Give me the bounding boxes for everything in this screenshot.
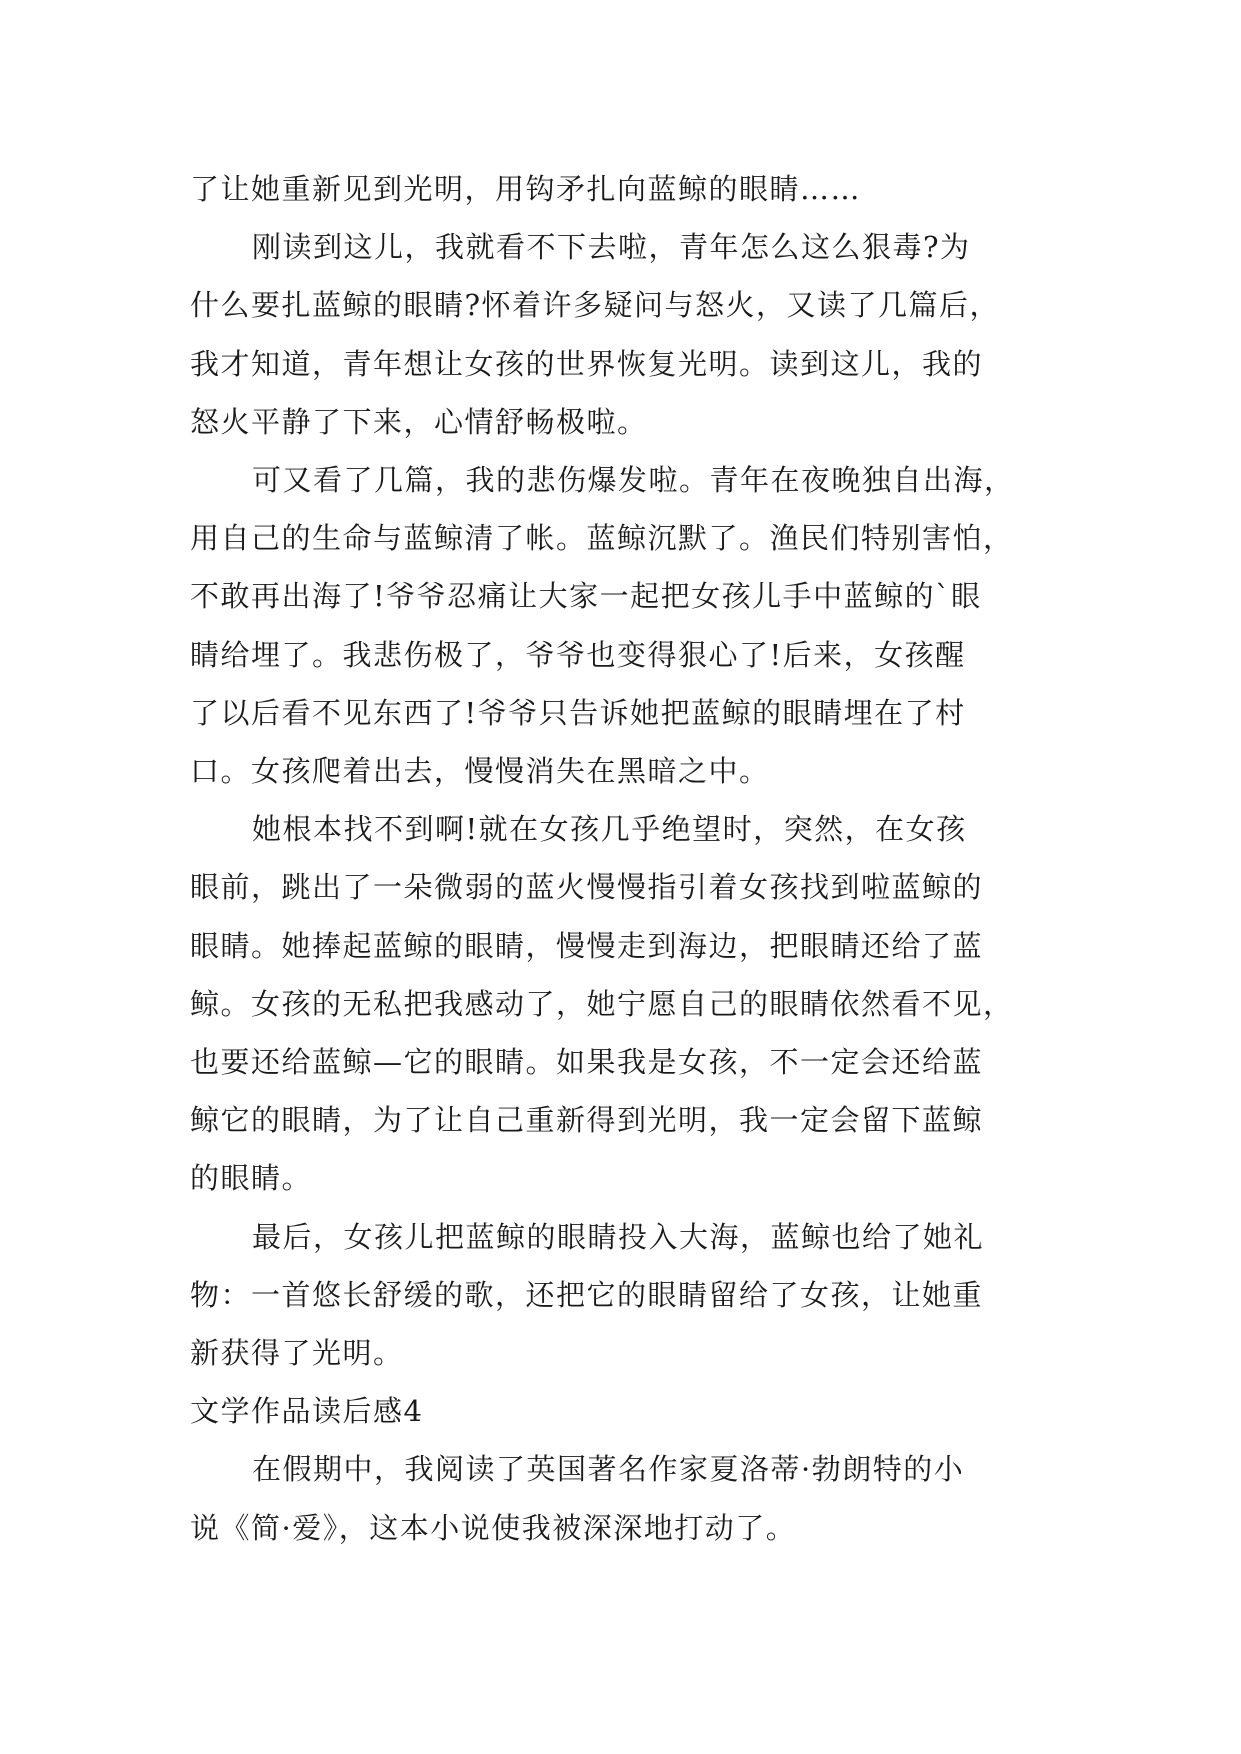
text-line: 了以后看不见东西了!爷爷只告诉她把蓝鲸的眼睛埋在了村 (190, 695, 966, 730)
text-line: 口。女孩爬着出去，慢慢消失在黑暗之中。 (190, 754, 770, 789)
section-heading: 文学作品读后感4 (190, 1394, 424, 1429)
text-line: 什么要扎蓝鲸的眼睛?怀着许多疑问与怒火，又读了几篇后， (190, 288, 1001, 323)
text-line: 刚读到这儿，我就看不下去啦，青年怎么这么狠毒?为 (252, 230, 971, 265)
text-line: 也要还给蓝鲸—它的眼睛。如果我是女孩，不一定会还给蓝 (190, 1045, 984, 1080)
text-line: 最后，女孩儿把蓝鲸的眼睛投入大海，蓝鲸也给了她礼 (252, 1219, 985, 1254)
text-line: 眼睛。她捧起蓝鲸的眼睛，慢慢走到海边，把眼睛还给了蓝 (190, 928, 984, 963)
document-body (190, 160, 1050, 1557)
text-line: 了让她重新见到光明，用钩矛扎向蓝鲸的眼睛…… (190, 172, 862, 206)
text-line: 可又看了几篇，我的悲伤爆发啦。青年在夜晚独自出海， (252, 463, 1015, 498)
text-line: 她根本找不到啊!就在女孩几乎绝望时，突然，在女孩 (252, 812, 967, 847)
text-line: 用自己的生命与蓝鲸清了帐。蓝鲸沉默了。渔民们特别害怕， (190, 521, 1014, 556)
text-line: 鲸。女孩的无私把我感动了，她宁愿自己的眼睛依然看不见， (190, 986, 1014, 1021)
text-line: 在假期中，我阅读了英国著名作家夏洛蒂·勃朗特的小 (252, 1452, 965, 1487)
text-line: 的眼睛。 (190, 1161, 313, 1196)
text-line: 说《简·爱》，这本小说使我被深深地打动了。 (190, 1510, 797, 1545)
text-line: 睛给埋了。我悲伤极了，爷爷也变得狠心了!后来，女孩醒 (190, 637, 966, 672)
text-line: 眼前，跳出了一朵微弱的蓝火慢慢指引着女孩找到啦蓝鲸的 (190, 870, 984, 905)
text-line: 我才知道，青年想让女孩的世界恢复光明。读到这儿，我的 (190, 346, 984, 381)
text-line: 怒火平静了下来，心情舒畅极啦。 (190, 404, 648, 439)
text-line: 不敢再出海了!爷爷忍痛让大家一起把女孩儿手中蓝鲸的`眼 (190, 579, 982, 614)
text-line: 鲸它的眼睛，为了让自己重新得到光明，我一定会留下蓝鲸 (190, 1103, 984, 1138)
text-line: 物：一首悠长舒缓的歌，还把它的眼睛留给了女孩，让她重 (190, 1277, 984, 1312)
text-line: 新获得了光明。 (190, 1336, 404, 1371)
